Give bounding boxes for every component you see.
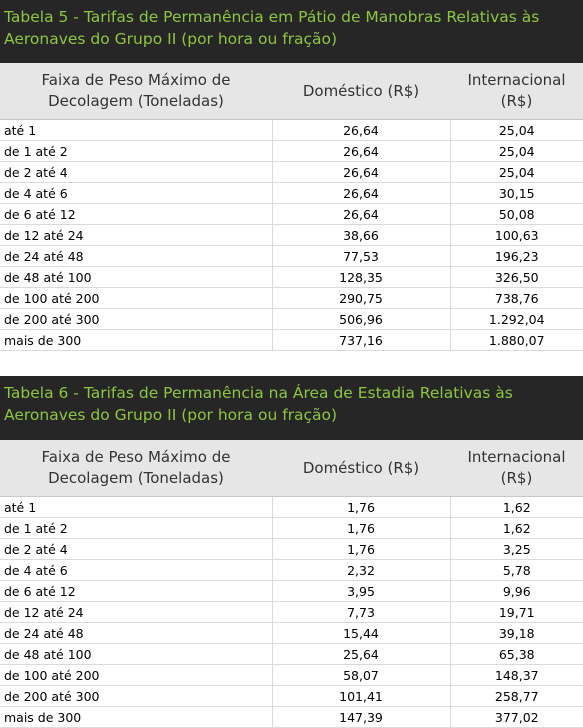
- international-rate-cell: 738,76: [450, 288, 583, 309]
- weight-range-cell: de 12 até 24: [0, 602, 272, 623]
- international-rate-cell: 50,08: [450, 204, 583, 225]
- table-row: [0, 560, 583, 581]
- table-5: [0, 63, 583, 351]
- column-header-domestic: Doméstico (R$): [272, 63, 450, 120]
- domestic-rate-cell: 38,66: [272, 225, 450, 246]
- weight-range-cell: de 4 até 6: [0, 560, 272, 581]
- domestic-rate-cell: 15,44: [272, 623, 450, 644]
- international-rate-cell: 1,62: [450, 497, 583, 518]
- column-header-international: Internacional (R$): [450, 63, 583, 120]
- domestic-rate-cell: 26,64: [272, 120, 450, 141]
- table-row: [0, 686, 583, 707]
- international-rate-cell: 196,23: [450, 246, 583, 267]
- table-row: [0, 120, 583, 141]
- table-header-row: [0, 440, 583, 497]
- table-row: [0, 707, 583, 728]
- international-rate-cell: 5,78: [450, 560, 583, 581]
- domestic-rate-cell: 2,32: [272, 560, 450, 581]
- table-row: [0, 581, 583, 602]
- domestic-rate-cell: 737,16: [272, 330, 450, 351]
- table-row: [0, 246, 583, 267]
- international-rate-cell: 19,71: [450, 602, 583, 623]
- international-rate-cell: 9,96: [450, 581, 583, 602]
- domestic-rate-cell: 3,95: [272, 581, 450, 602]
- weight-range-cell: de 200 até 300: [0, 309, 272, 330]
- column-header-domestic: Doméstico (R$): [272, 440, 450, 497]
- weight-range-cell: mais de 300: [0, 330, 272, 351]
- domestic-rate-cell: 147,39: [272, 707, 450, 728]
- table-row: [0, 162, 583, 183]
- domestic-rate-cell: 1,76: [272, 539, 450, 560]
- table-row: [0, 497, 583, 518]
- international-rate-cell: 65,38: [450, 644, 583, 665]
- weight-range-cell: de 24 até 48: [0, 246, 272, 267]
- table-row: [0, 665, 583, 686]
- domestic-rate-cell: 26,64: [272, 162, 450, 183]
- weight-range-cell: de 1 até 2: [0, 518, 272, 539]
- domestic-rate-cell: 7,73: [272, 602, 450, 623]
- table-row: [0, 602, 583, 623]
- weight-range-cell: de 100 até 200: [0, 665, 272, 686]
- international-rate-cell: 148,37: [450, 665, 583, 686]
- table-row: [0, 183, 583, 204]
- international-rate-cell: 3,25: [450, 539, 583, 560]
- table-5-section: [0, 0, 583, 351]
- international-rate-cell: 39,18: [450, 623, 583, 644]
- international-rate-cell: 1,62: [450, 518, 583, 539]
- table-6-title: Tabela 6 - Tarifas de Permanência na Área de Estadia Relativas às Aeronaves do Grupo II (por hora ou fração): [0, 376, 583, 440]
- international-rate-cell: 25,04: [450, 162, 583, 183]
- international-rate-cell: 1.880,07: [450, 330, 583, 351]
- table-6: [0, 440, 583, 728]
- table-6-section: [0, 376, 583, 728]
- table-row: [0, 204, 583, 225]
- weight-range-cell: de 6 até 12: [0, 204, 272, 225]
- domestic-rate-cell: 25,64: [272, 644, 450, 665]
- weight-range-cell: de 4 até 6: [0, 183, 272, 204]
- table-row: [0, 288, 583, 309]
- weight-range-cell: de 24 até 48: [0, 623, 272, 644]
- table-row: [0, 309, 583, 330]
- domestic-rate-cell: 58,07: [272, 665, 450, 686]
- weight-range-cell: de 2 até 4: [0, 539, 272, 560]
- weight-range-cell: de 2 até 4: [0, 162, 272, 183]
- table-5-title: Tabela 5 - Tarifas de Permanência em Pátio de Manobras Relativas às Aeronaves do Grupo II (por hora ou fração): [0, 0, 583, 63]
- weight-range-cell: mais de 300: [0, 707, 272, 728]
- table-row: [0, 330, 583, 351]
- column-header-international: Internacional (R$): [450, 440, 583, 497]
- domestic-rate-cell: 26,64: [272, 141, 450, 162]
- international-rate-cell: 25,04: [450, 141, 583, 162]
- domestic-rate-cell: 128,35: [272, 267, 450, 288]
- column-header-weight: Faixa de Peso Máximo de Decolagem (Toneladas): [0, 440, 272, 497]
- international-rate-cell: 258,77: [450, 686, 583, 707]
- table-row: [0, 623, 583, 644]
- weight-range-cell: de 48 até 100: [0, 267, 272, 288]
- domestic-rate-cell: 1,76: [272, 518, 450, 539]
- weight-range-cell: de 6 até 12: [0, 581, 272, 602]
- domestic-rate-cell: 26,64: [272, 204, 450, 225]
- weight-range-cell: até 1: [0, 120, 272, 141]
- international-rate-cell: 1.292,04: [450, 309, 583, 330]
- domestic-rate-cell: 290,75: [272, 288, 450, 309]
- domestic-rate-cell: 1,76: [272, 497, 450, 518]
- weight-range-cell: de 48 até 100: [0, 644, 272, 665]
- weight-range-cell: de 200 até 300: [0, 686, 272, 707]
- international-rate-cell: 326,50: [450, 267, 583, 288]
- table-row: [0, 267, 583, 288]
- international-rate-cell: 25,04: [450, 120, 583, 141]
- weight-range-cell: de 1 até 2: [0, 141, 272, 162]
- table-header-row: [0, 63, 583, 120]
- column-header-weight: Faixa de Peso Máximo de Decolagem (Toneladas): [0, 63, 272, 120]
- domestic-rate-cell: 77,53: [272, 246, 450, 267]
- table-row: [0, 644, 583, 665]
- weight-range-cell: até 1: [0, 497, 272, 518]
- domestic-rate-cell: 26,64: [272, 183, 450, 204]
- table-row: [0, 225, 583, 246]
- weight-range-cell: de 12 até 24: [0, 225, 272, 246]
- international-rate-cell: 30,15: [450, 183, 583, 204]
- domestic-rate-cell: 506,96: [272, 309, 450, 330]
- domestic-rate-cell: 101,41: [272, 686, 450, 707]
- table-row: [0, 518, 583, 539]
- international-rate-cell: 100,63: [450, 225, 583, 246]
- section-gap: [0, 351, 583, 376]
- weight-range-cell: de 100 até 200: [0, 288, 272, 309]
- table-row: [0, 141, 583, 162]
- international-rate-cell: 377,02: [450, 707, 583, 728]
- table-row: [0, 539, 583, 560]
